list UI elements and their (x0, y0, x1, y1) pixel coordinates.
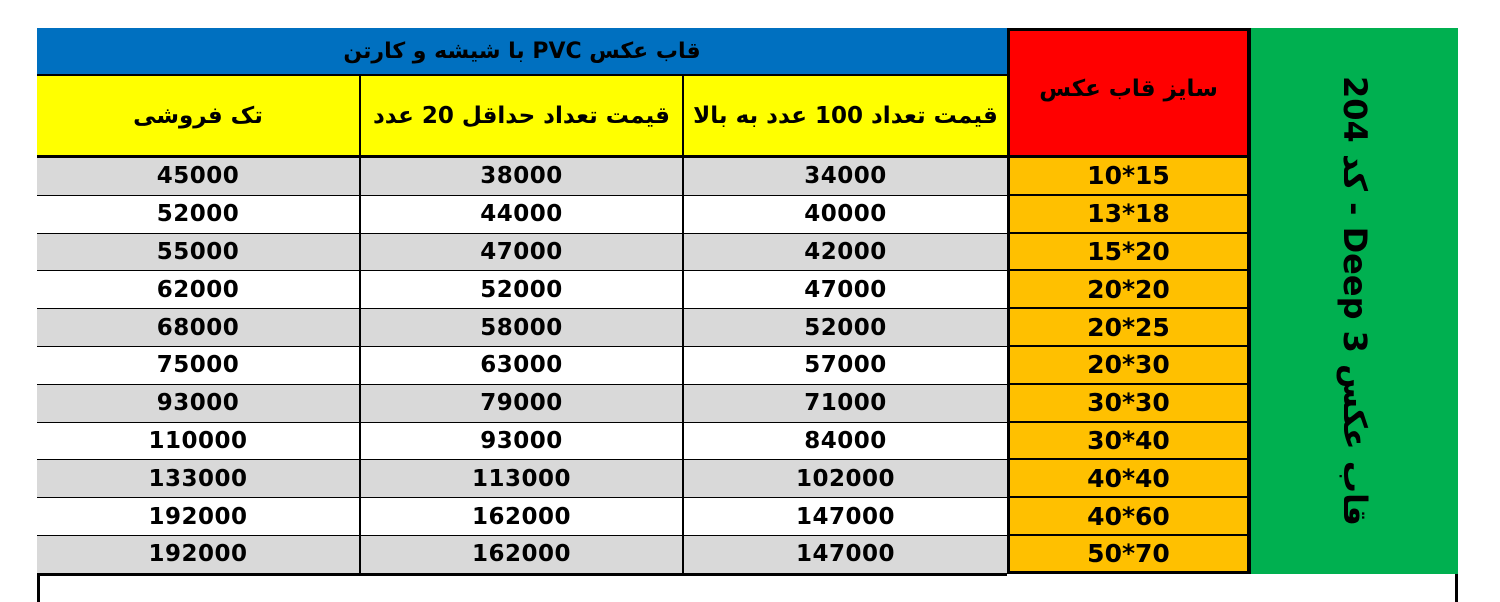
table-cell-single: 45000 (37, 158, 361, 196)
table-cell-qty100: 40000 (684, 196, 1007, 234)
table-cell-qty100: 71000 (684, 385, 1007, 423)
table-cell-qty20: 47000 (361, 234, 684, 272)
table-cell-single: 75000 (37, 347, 361, 385)
size-cell: 13*18 (1007, 196, 1250, 234)
table-cell-qty20: 63000 (361, 347, 684, 385)
table-cell-qty20: 44000 (361, 196, 684, 234)
size-header-text: سایز قاب عکس (1039, 76, 1218, 102)
table-cell-qty100: 102000 (684, 460, 1007, 498)
col-header-qty100-text: قیمت تعداد 100 عدد به بالا (693, 102, 998, 129)
table-cell-single: 133000 (37, 460, 361, 498)
table-cell-qty20: 93000 (361, 423, 684, 461)
table-cell-single: 68000 (37, 309, 361, 347)
table-cell-single: 192000 (37, 498, 361, 536)
group-header (37, 28, 1007, 76)
size-cell: 40*40 (1007, 460, 1250, 498)
table-cell-qty100: 34000 (684, 158, 1007, 196)
table-cell-qty20: 162000 (361, 498, 684, 536)
size-cell: 50*70 (1007, 536, 1250, 574)
table-cell-qty20: 162000 (361, 536, 684, 574)
table-cell-qty100: 47000 (684, 271, 1007, 309)
table-cell-qty20: 38000 (361, 158, 684, 196)
size-cell: 30*30 (1007, 385, 1250, 423)
table-cell-single: 52000 (37, 196, 361, 234)
col-header-qty100 (684, 76, 1007, 158)
table-cell-qty100: 84000 (684, 423, 1007, 461)
table-cell-qty100: 42000 (684, 234, 1007, 272)
table-cell-single: 93000 (37, 385, 361, 423)
table-cell-qty100: 57000 (684, 347, 1007, 385)
table-cell-single: 110000 (37, 423, 361, 461)
size-header (1007, 28, 1250, 158)
table-cell-single: 55000 (37, 234, 361, 272)
group-header-text: قاب عکس PVC با شیشه و کارتن (343, 38, 701, 64)
table-cell-single: 192000 (37, 536, 361, 574)
size-cell: 15*20 (1007, 234, 1250, 272)
col-header-qty20-text: قیمت تعداد حداقل 20 عدد (373, 102, 670, 129)
col-header-single (37, 76, 361, 158)
table-cell-qty100: 52000 (684, 309, 1007, 347)
table-cell-qty100: 147000 (684, 498, 1007, 536)
size-cell: 20*20 (1007, 271, 1250, 309)
vertical-title-panel (1250, 28, 1458, 574)
size-cell: 40*60 (1007, 498, 1250, 536)
table-cell-qty20: 113000 (361, 460, 684, 498)
col-header-qty20 (361, 76, 684, 158)
table-cell-qty100: 147000 (684, 536, 1007, 574)
size-cell: 10*15 (1007, 158, 1250, 196)
col-header-single-text: تک فروشی (133, 102, 263, 129)
size-cell: 20*30 (1007, 347, 1250, 385)
table-cell-single: 62000 (37, 271, 361, 309)
table-cell-qty20: 79000 (361, 385, 684, 423)
vertical-title: قاب عکس 3 Deep - کد 204 (1335, 76, 1374, 526)
table-bottom-border (37, 573, 1007, 576)
size-cell: 30*40 (1007, 423, 1250, 461)
table-cell-qty20: 52000 (361, 271, 684, 309)
size-cell: 20*25 (1007, 309, 1250, 347)
table-cell-qty20: 58000 (361, 309, 684, 347)
